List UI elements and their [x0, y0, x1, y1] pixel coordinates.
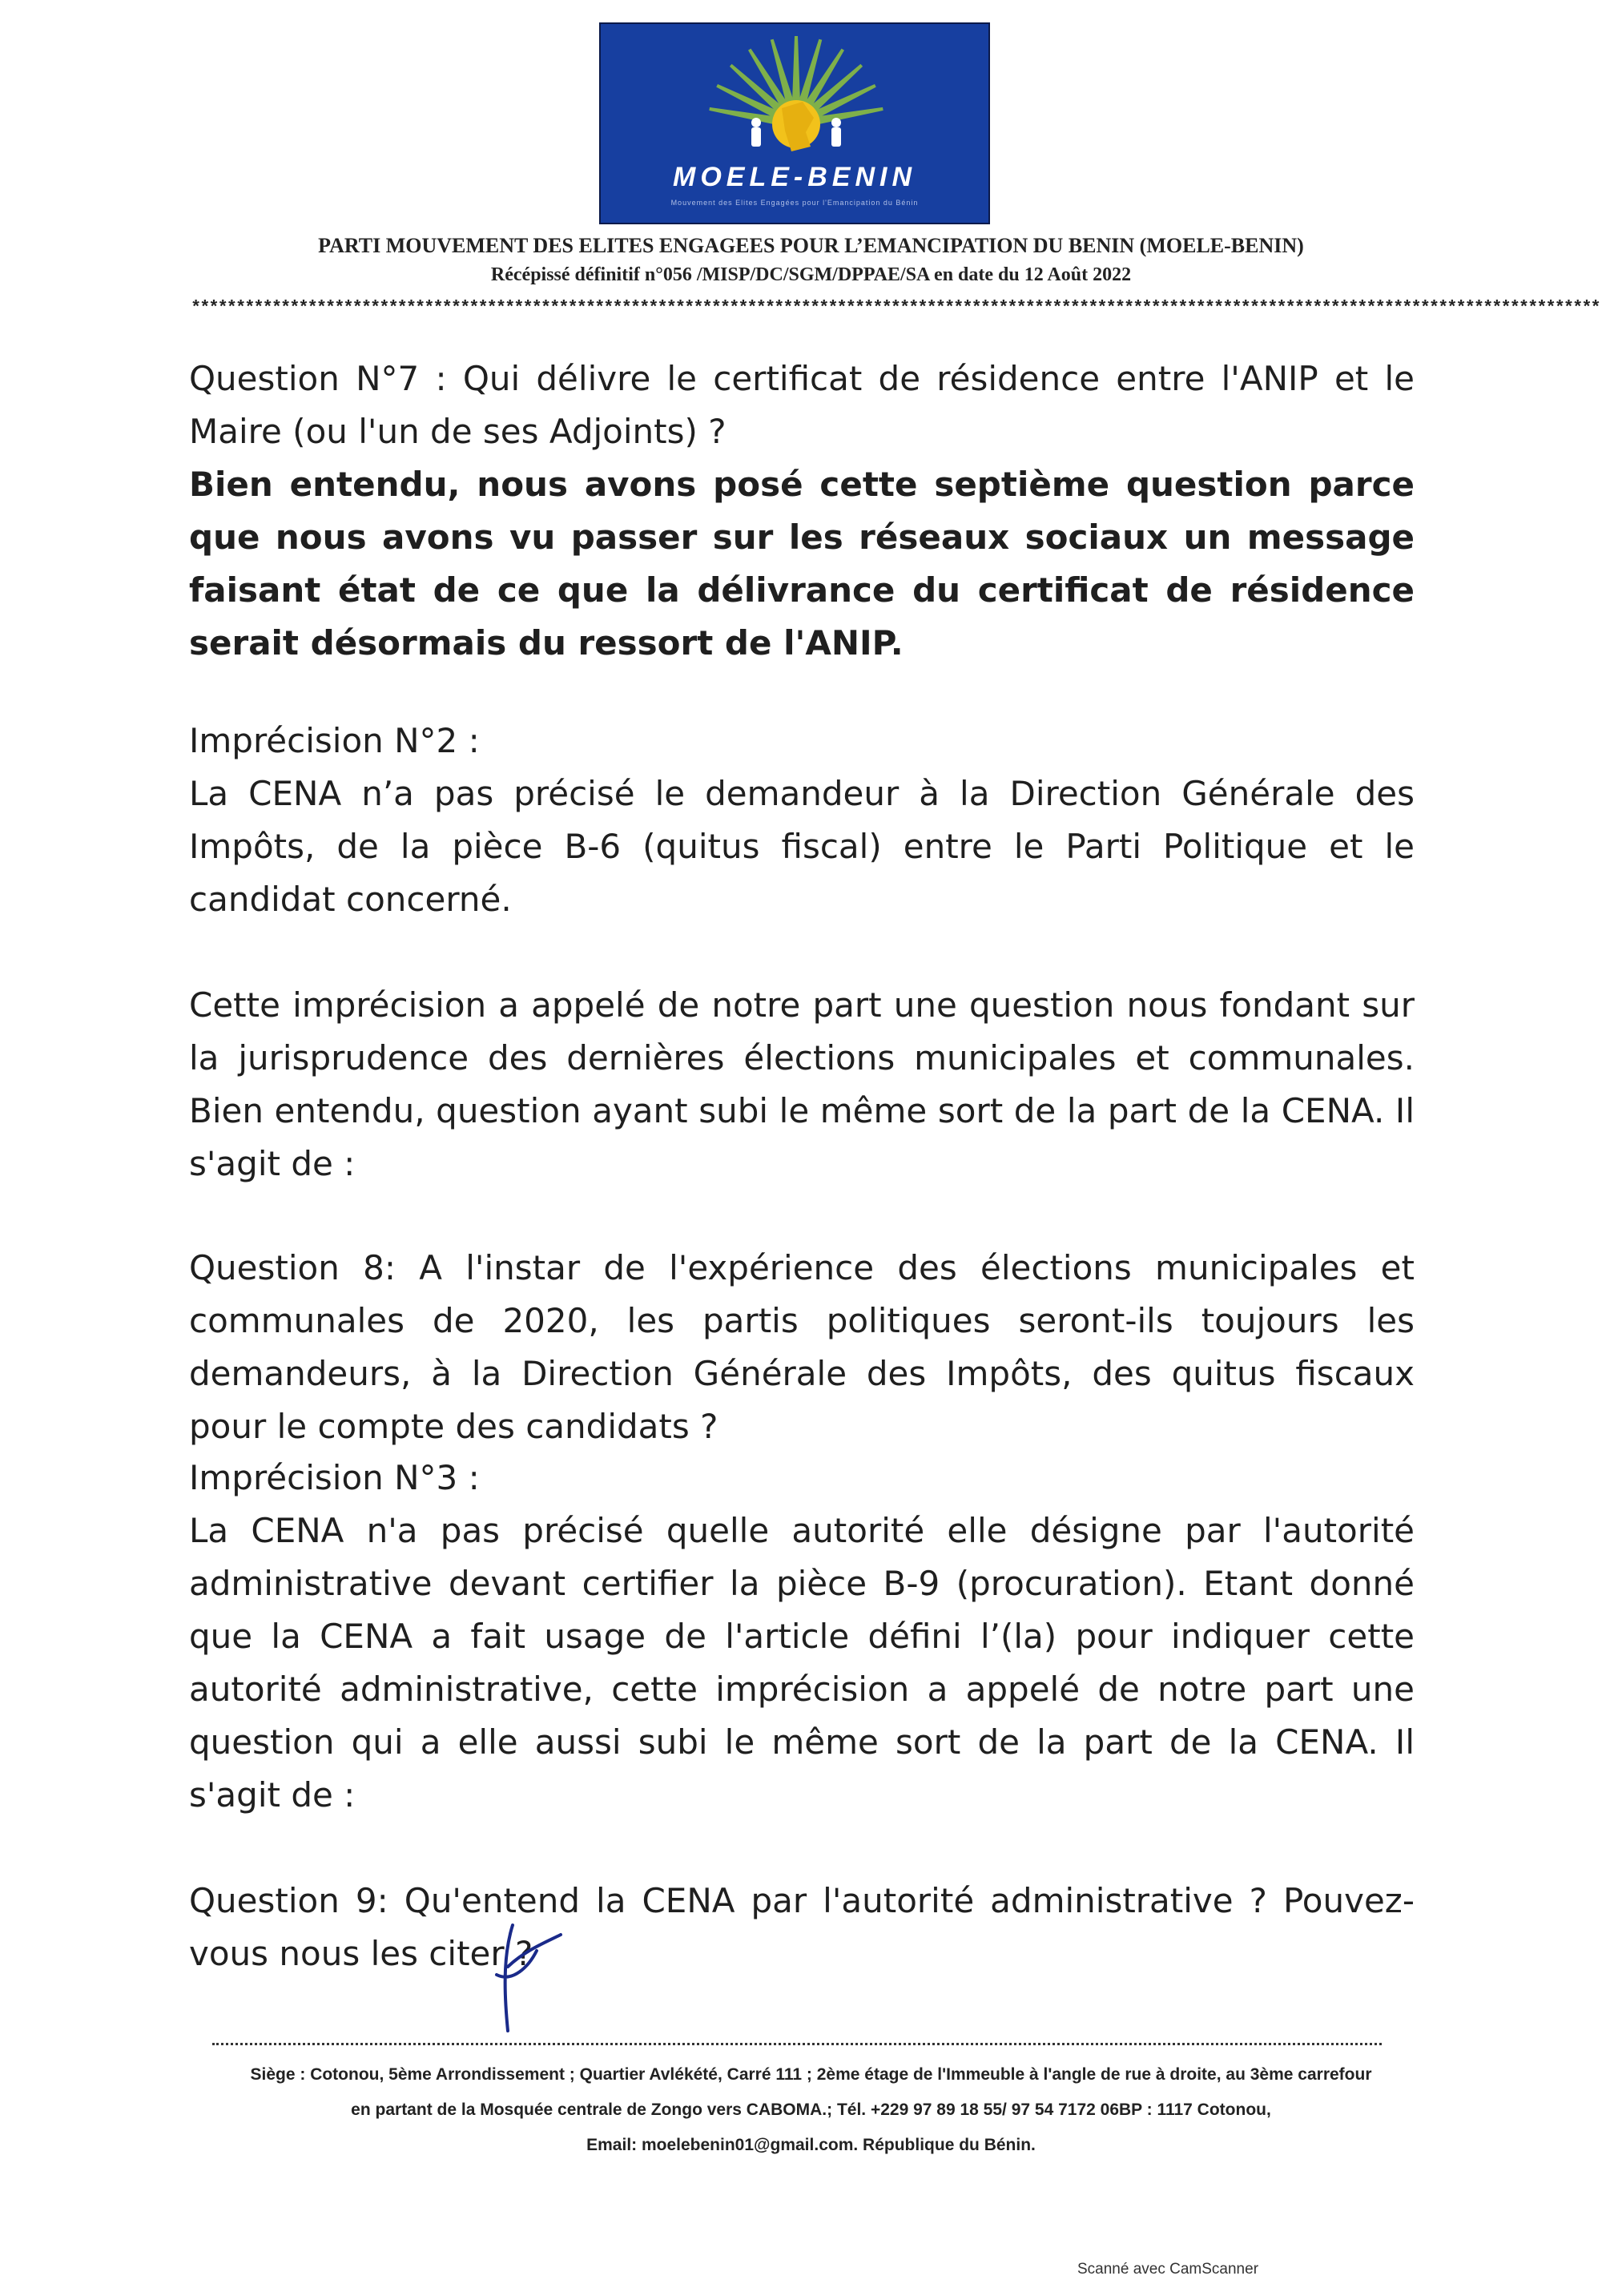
imprecision-3-text: La CENA n'a pas précisé quelle autorité elle désigne par l'autorité administrative devant certifier la pièce B-9 (procuration). Etant donné que la CENA a fait usage de l'article défini l’(la) pour indiquer cette autorité administrative, cette imprécision a appelé de notre part une question qui a elle aussi subi le même sort de la part de la CENA. Il s'agit de :	[189, 1511, 1415, 1815]
question-7-explanation: Bien entendu, nous avons posé cette septième question parce que nous avons vu passer sur les réseaux sociaux un message faisant état de ce que la délivrance du certificat de résidence serait désormais du ressort de l'ANIP.	[189, 465, 1415, 663]
question-9: Question 9: Qu'entend la CENA par l'autorité administrative ? Pouvez-vous nous les citer ?	[189, 1881, 1415, 1973]
imprecision-2-title: Imprécision N°2 :	[189, 721, 480, 760]
party-title: PARTI MOUVEMENT DES ELITES ENGAGEES POUR L’EMANCIPATION DU BENIN (MOELE-BENIN)	[318, 234, 1304, 257]
footer-address-line-2: en partant de la Mosquée centrale de Zongo vers CABOMA.; Tél. +229 97 89 18 55/ 97 54 7172 06BP : 1117 Cotonou,	[351, 2101, 1271, 2119]
signature-mark	[481, 1919, 569, 2039]
footer-address-line-1: Siège : Cotonou, 5ème Arrondissement ; Quartier Avlékété, Carré 111 ; 2ème étage de l'Immeuble à l'angle de rue à droite, au 3ème carrefour	[250, 2065, 1372, 2084]
footer-email-line: Email: moelebenin01@gmail.com. République du Bénin.	[586, 2136, 1036, 2154]
scan-watermark: Scanné avec CamScanner	[1077, 2261, 1259, 2278]
party-logo	[599, 22, 990, 224]
star-separator: *************************************************************************************************************************************************************	[191, 298, 1600, 318]
logo-tagline: Mouvement des Elites Engagées pour l'Emancipation du Bénin	[670, 199, 919, 207]
footer-separator	[212, 2043, 1382, 2045]
imprecision-3-title: Imprécision N°3 :	[189, 1458, 480, 1497]
paragraph-cette-imprecision: Cette imprécision a appelé de notre part une question nous fondant sur la jurisprudence des dernières élections municipales et communales. Bien entendu, question ayant subi le même sort de la part de la CENA. Il s'agit de :	[189, 985, 1415, 1183]
question-8: Question 8: A l'instar de l'expérience des élections municipales et communales de 2020, les partis politiques seront-ils toujours les demandeurs, à la Direction Générale des Impôts, des quitus fiscaux pour le compte des candidats ?	[189, 1248, 1415, 1446]
imprecision-2-text: La CENA n’a pas précisé le demandeur à la Direction Générale des Impôts, de la pièce B-6 (quitus fiscal) entre le Parti Politique et le candidat concerné.	[189, 774, 1415, 919]
recepisse-line: Récépissé définitif n°056 /MISP/DC/SGM/DPPAE/SA en date du 12 Août 2022	[490, 264, 1132, 285]
sun-rays-icon	[601, 24, 992, 226]
question-7: Question N°7 : Qui délivre le certificat de résidence entre l'ANIP et le Maire (ou l'un de ses Adjoints) ?	[189, 359, 1415, 451]
logo-name: MOELE-BENIN	[673, 162, 916, 192]
